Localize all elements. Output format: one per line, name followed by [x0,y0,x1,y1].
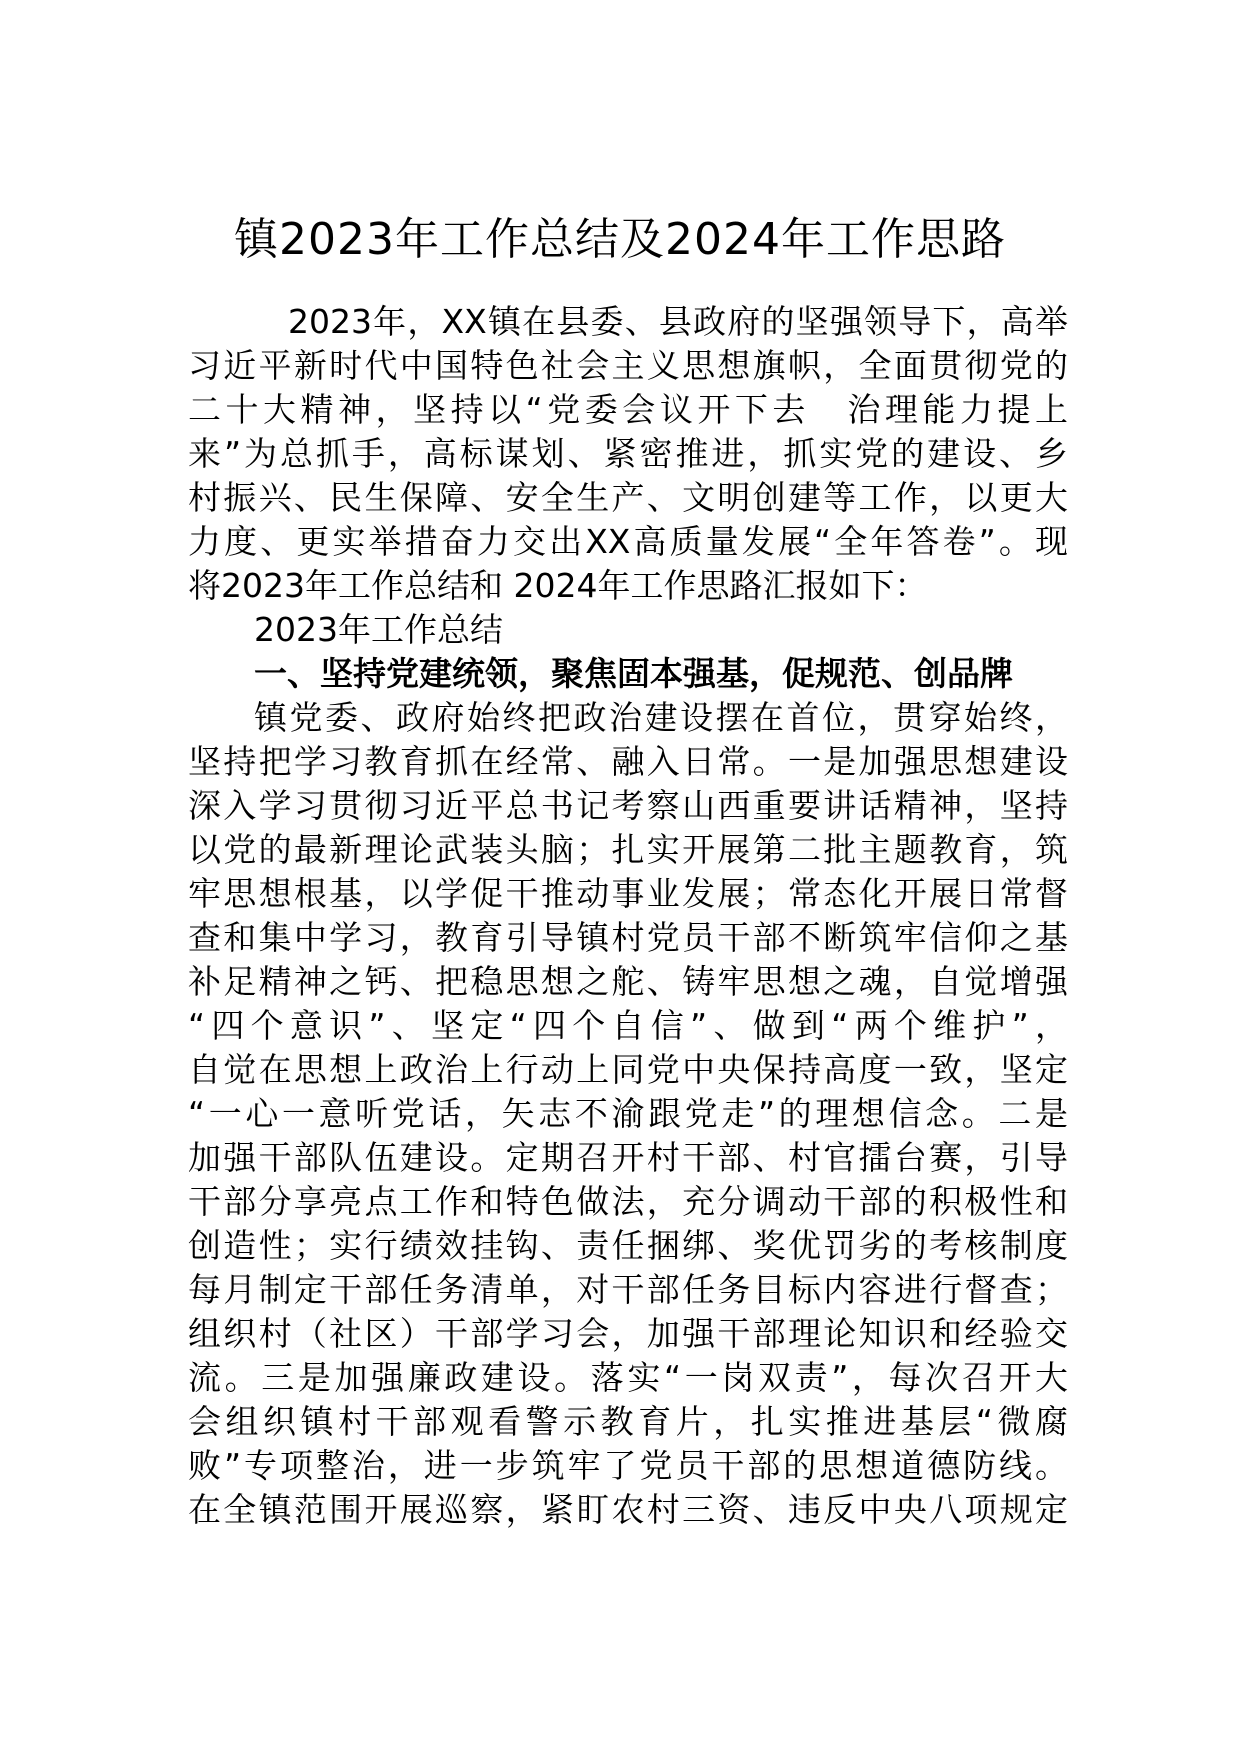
paragraph-line: 补足精神之钙、把稳思想之舵、铸牢思想之魂，自觉增强 [188,962,1068,1001]
paragraph-line: 组织村（社区）干部学习会，加强干部理论知识和经验交 [188,1314,1068,1353]
paragraph-line: 将2023年工作总结和 2024年工作思路汇报如下： [188,566,928,605]
paragraph-line: 深入学习贯彻习近平总书记考察山西重要讲话精神，坚持 [188,786,1068,825]
section-subheading: 一、坚持党建统领，聚焦固本强基，促规范、创品牌 [254,654,1013,693]
paragraph-line: 干部分享亮点工作和特色做法，充分调动干部的积极性和 [188,1182,1068,1221]
paragraph-line: 败”专项整治，进一步筑牢了党员干部的思想道德防线。 [188,1446,1068,1485]
paragraph-line: 2023年，XX镇在县委、县政府的坚强领导下，高举 [288,302,1068,341]
paragraph-line: 在全镇范围开展巡察，紧盯农村三资、违反中央八项规定 [188,1490,1068,1529]
paragraph-line: 牢思想根基，以学促干推动事业发展；常态化开展日常督 [188,874,1068,913]
document-title: 镇2023年工作总结及2024年工作思路 [234,214,1006,265]
section-heading: 2023年工作总结 [254,610,503,649]
paragraph-line: 村振兴、民生保障、安全生产、文明创建等工作，以更大 [188,478,1068,517]
paragraph-line: 查和集中学习，教育引导镇村党员干部不断筑牢信仰之基 [188,918,1068,957]
paragraph-line: 流。三是加强廉政建设。落实“一岗双责”，每次召开大 [188,1358,1068,1397]
paragraph-line: “四个意识”、坚定“四个自信”、做到“两个维护”， [188,1006,1068,1045]
paragraph-line: 创造性；实行绩效挂钩、责任捆绑、奖优罚劣的考核制度 [188,1226,1068,1265]
paragraph-line: 会组织镇村干部观看警示教育片，扎实推进基层“微腐 [188,1402,1068,1441]
paragraph-line: 习近平新时代中国特色社会主义思想旗帜，全面贯彻党的 [188,346,1068,385]
paragraph-line: 自觉在思想上政治上行动上同党中央保持高度一致，坚定 [188,1050,1068,1089]
paragraph-line: “一心一意听党话，矢志不渝跟党走”的理想信念。二是 [188,1094,1068,1133]
paragraph-line: 坚持把学习教育抓在经常、融入日常。一是加强思想建设 [188,742,1068,781]
paragraph-line: 来”为总抓手，高标谋划、紧密推进，抓实党的建设、乡 [188,434,1068,473]
paragraph-line: 以党的最新理论武装头脑；扎实开展第二批主题教育，筑 [188,830,1068,869]
paragraph-line: 加强干部队伍建设。定期召开村干部、村官擂台赛，引导 [188,1138,1068,1177]
paragraph-line: 二十大精神，坚持以“党委会议开下去 治理能力提上 [188,390,1068,429]
paragraph-line: 镇党委、政府始终把政治建设摆在首位，贯穿始终， [254,698,1068,737]
paragraph-line: 每月制定干部任务清单，对干部任务目标内容进行督查； [188,1270,1068,1309]
paragraph-line: 力度、更实举措奋力交出XX高质量发展“全年答卷”。现 [188,522,1068,561]
